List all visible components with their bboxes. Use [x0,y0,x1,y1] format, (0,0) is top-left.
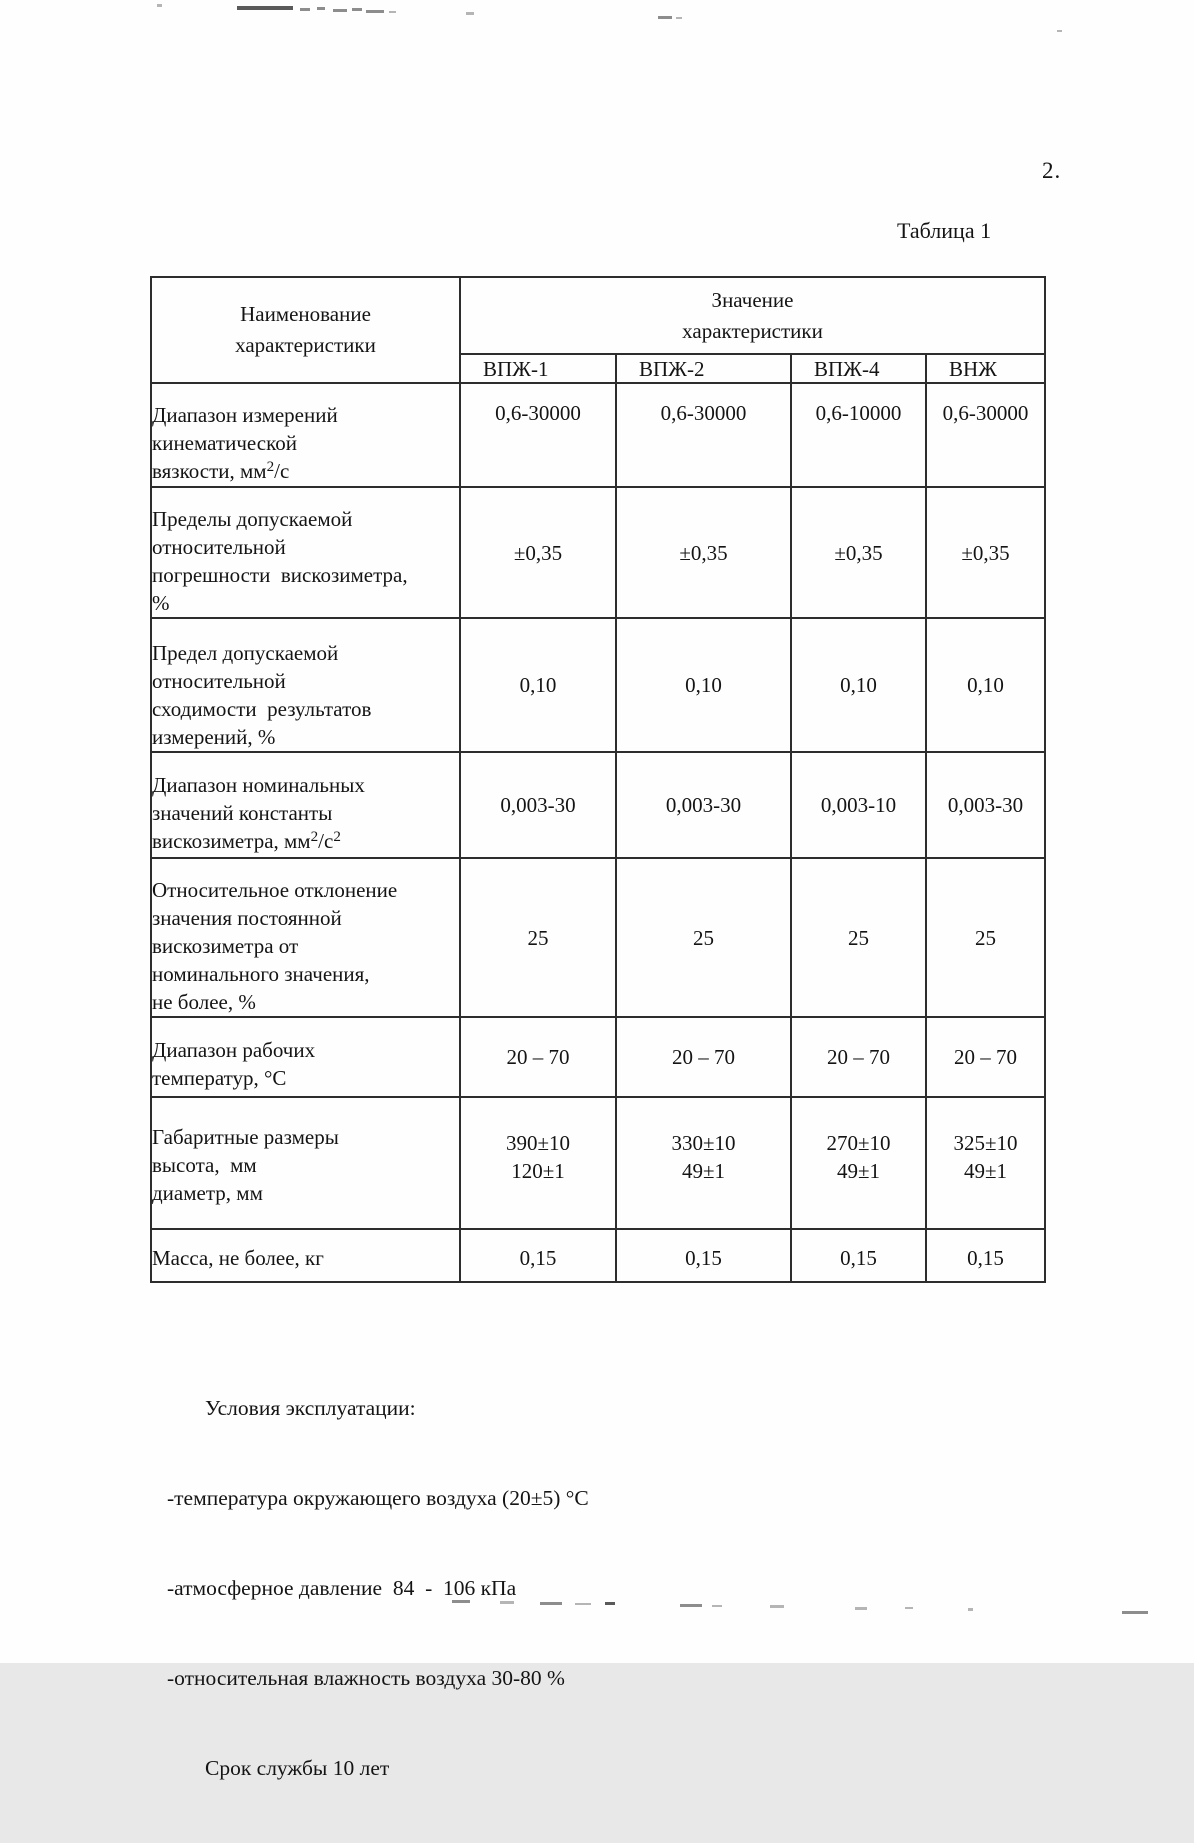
cell-value: 25 [791,858,926,1017]
scan-artifact [658,16,672,19]
cell-value: 0,6-30000 [926,383,1045,487]
row-label: Диапазон номинальных значений константы вискозиметра, $мм^2/с^2$ [151,752,460,858]
scan-artifact [317,7,325,10]
cell-value: ±0,35 [926,487,1045,618]
cell-value: 0,6-30000 [460,383,616,487]
scan-artifact [466,12,474,15]
cell-value: 25 [616,858,791,1017]
row-label: Пределы допускаемой относительной погрешности вискозиметра, % [151,487,460,618]
cell-value: 0,003-10 [791,752,926,858]
table-row [151,487,1045,618]
table-row [151,858,1045,1017]
cell-value: 0,003-30 [460,752,616,858]
cell-value: 330±10 49±1 [616,1097,791,1229]
cell-value: 0,15 [616,1229,791,1282]
cell-value: 25 [926,858,1045,1017]
cell-value: 0,10 [926,618,1045,752]
header-value-of-characteristic: Значение характеристики [460,277,1045,354]
cell-value: 20 – 70 [616,1017,791,1097]
cell-value: 0,15 [460,1229,616,1282]
cell-value: 0,10 [616,618,791,752]
cell-value: 325±10 49±1 [926,1097,1045,1229]
operating-conditions-block [167,1333,589,1843]
table-row [151,1229,1045,1282]
scan-artifact [237,6,293,10]
scan-artifact [157,4,162,7]
cell-value: 0,15 [791,1229,926,1282]
scan-artifact [300,8,310,11]
scan-artifact [1122,1611,1148,1614]
column-header-vpzh-4: ВПЖ-4 [791,354,926,383]
row-label: Масса, не более, кг [151,1229,460,1282]
scan-artifact [680,1604,702,1607]
cell-value: 0,6-30000 [616,383,791,487]
cell-value: 20 – 70 [926,1017,1045,1097]
page-number: 2. [1042,158,1062,183]
scan-artifact [1057,30,1062,32]
column-header-vnzh: ВНЖ [926,354,1045,383]
condition-atmospheric-pressure: -атмосферное давление 84 - 106 кПа [167,1576,517,1600]
header-name-of-characteristic: Наименование характеристики [151,277,460,383]
service-life: Срок службы 10 лет [205,1756,390,1780]
column-header-vpzh-1: ВПЖ-1 [460,354,616,383]
cell-value: 390±10 120±1 [460,1097,616,1229]
scan-artifact [352,8,362,11]
scan-artifact [968,1608,973,1611]
cell-value: 0,003-30 [616,752,791,858]
table-row [151,752,1045,858]
table-caption: Таблица 1 [897,218,992,243]
cell-value: 270±10 49±1 [791,1097,926,1229]
condition-air-temperature: -температура окружающего воздуха (20±5) °С [167,1486,589,1510]
row-label: Относительное отклонение значения постоянной вискозиметра от номинального значения, не более, % [151,858,460,1017]
scan-artifact [333,9,347,12]
row-label: Диапазон измерений кинематической вязкости, $мм^2/с$ [151,383,460,487]
operating-conditions-title: Условия эксплуатации: [205,1396,416,1420]
cell-value: 0,15 [926,1229,1045,1282]
scan-artifact [905,1607,913,1609]
cell-value: 20 – 70 [791,1017,926,1097]
cell-value: 0,10 [791,618,926,752]
scan-artifact [605,1602,615,1605]
scan-artifact [389,11,396,13]
characteristics-table [150,276,1046,1283]
table-row [151,1017,1045,1097]
cell-value: 25 [460,858,616,1017]
table-row [151,383,1045,487]
condition-relative-humidity: -относительная влажность воздуха 30-80 % [167,1666,565,1690]
scan-artifact [676,17,682,19]
cell-value: ±0,35 [791,487,926,618]
cell-value: ±0,35 [460,487,616,618]
row-label: Предел допускаемой относительной сходимости результатов измерений, % [151,618,460,752]
scan-artifact [366,10,384,13]
column-header-vpzh-2: ВПЖ-2 [616,354,791,383]
table-row [151,1097,1045,1229]
cell-value: 20 – 70 [460,1017,616,1097]
cell-value: 0,6-10000 [791,383,926,487]
cell-value: 0,10 [460,618,616,752]
table-header-row [151,277,1045,354]
cell-value: ±0,35 [616,487,791,618]
table-row [151,618,1045,752]
cell-value: 0,003-30 [926,752,1045,858]
scan-artifact [855,1607,867,1610]
scan-artifact [770,1605,784,1608]
row-label: Диапазон рабочих температур, °С [151,1017,460,1097]
scan-artifact [712,1605,722,1607]
row-label: Габаритные размеры высота, мм диаметр, мм [151,1097,460,1229]
